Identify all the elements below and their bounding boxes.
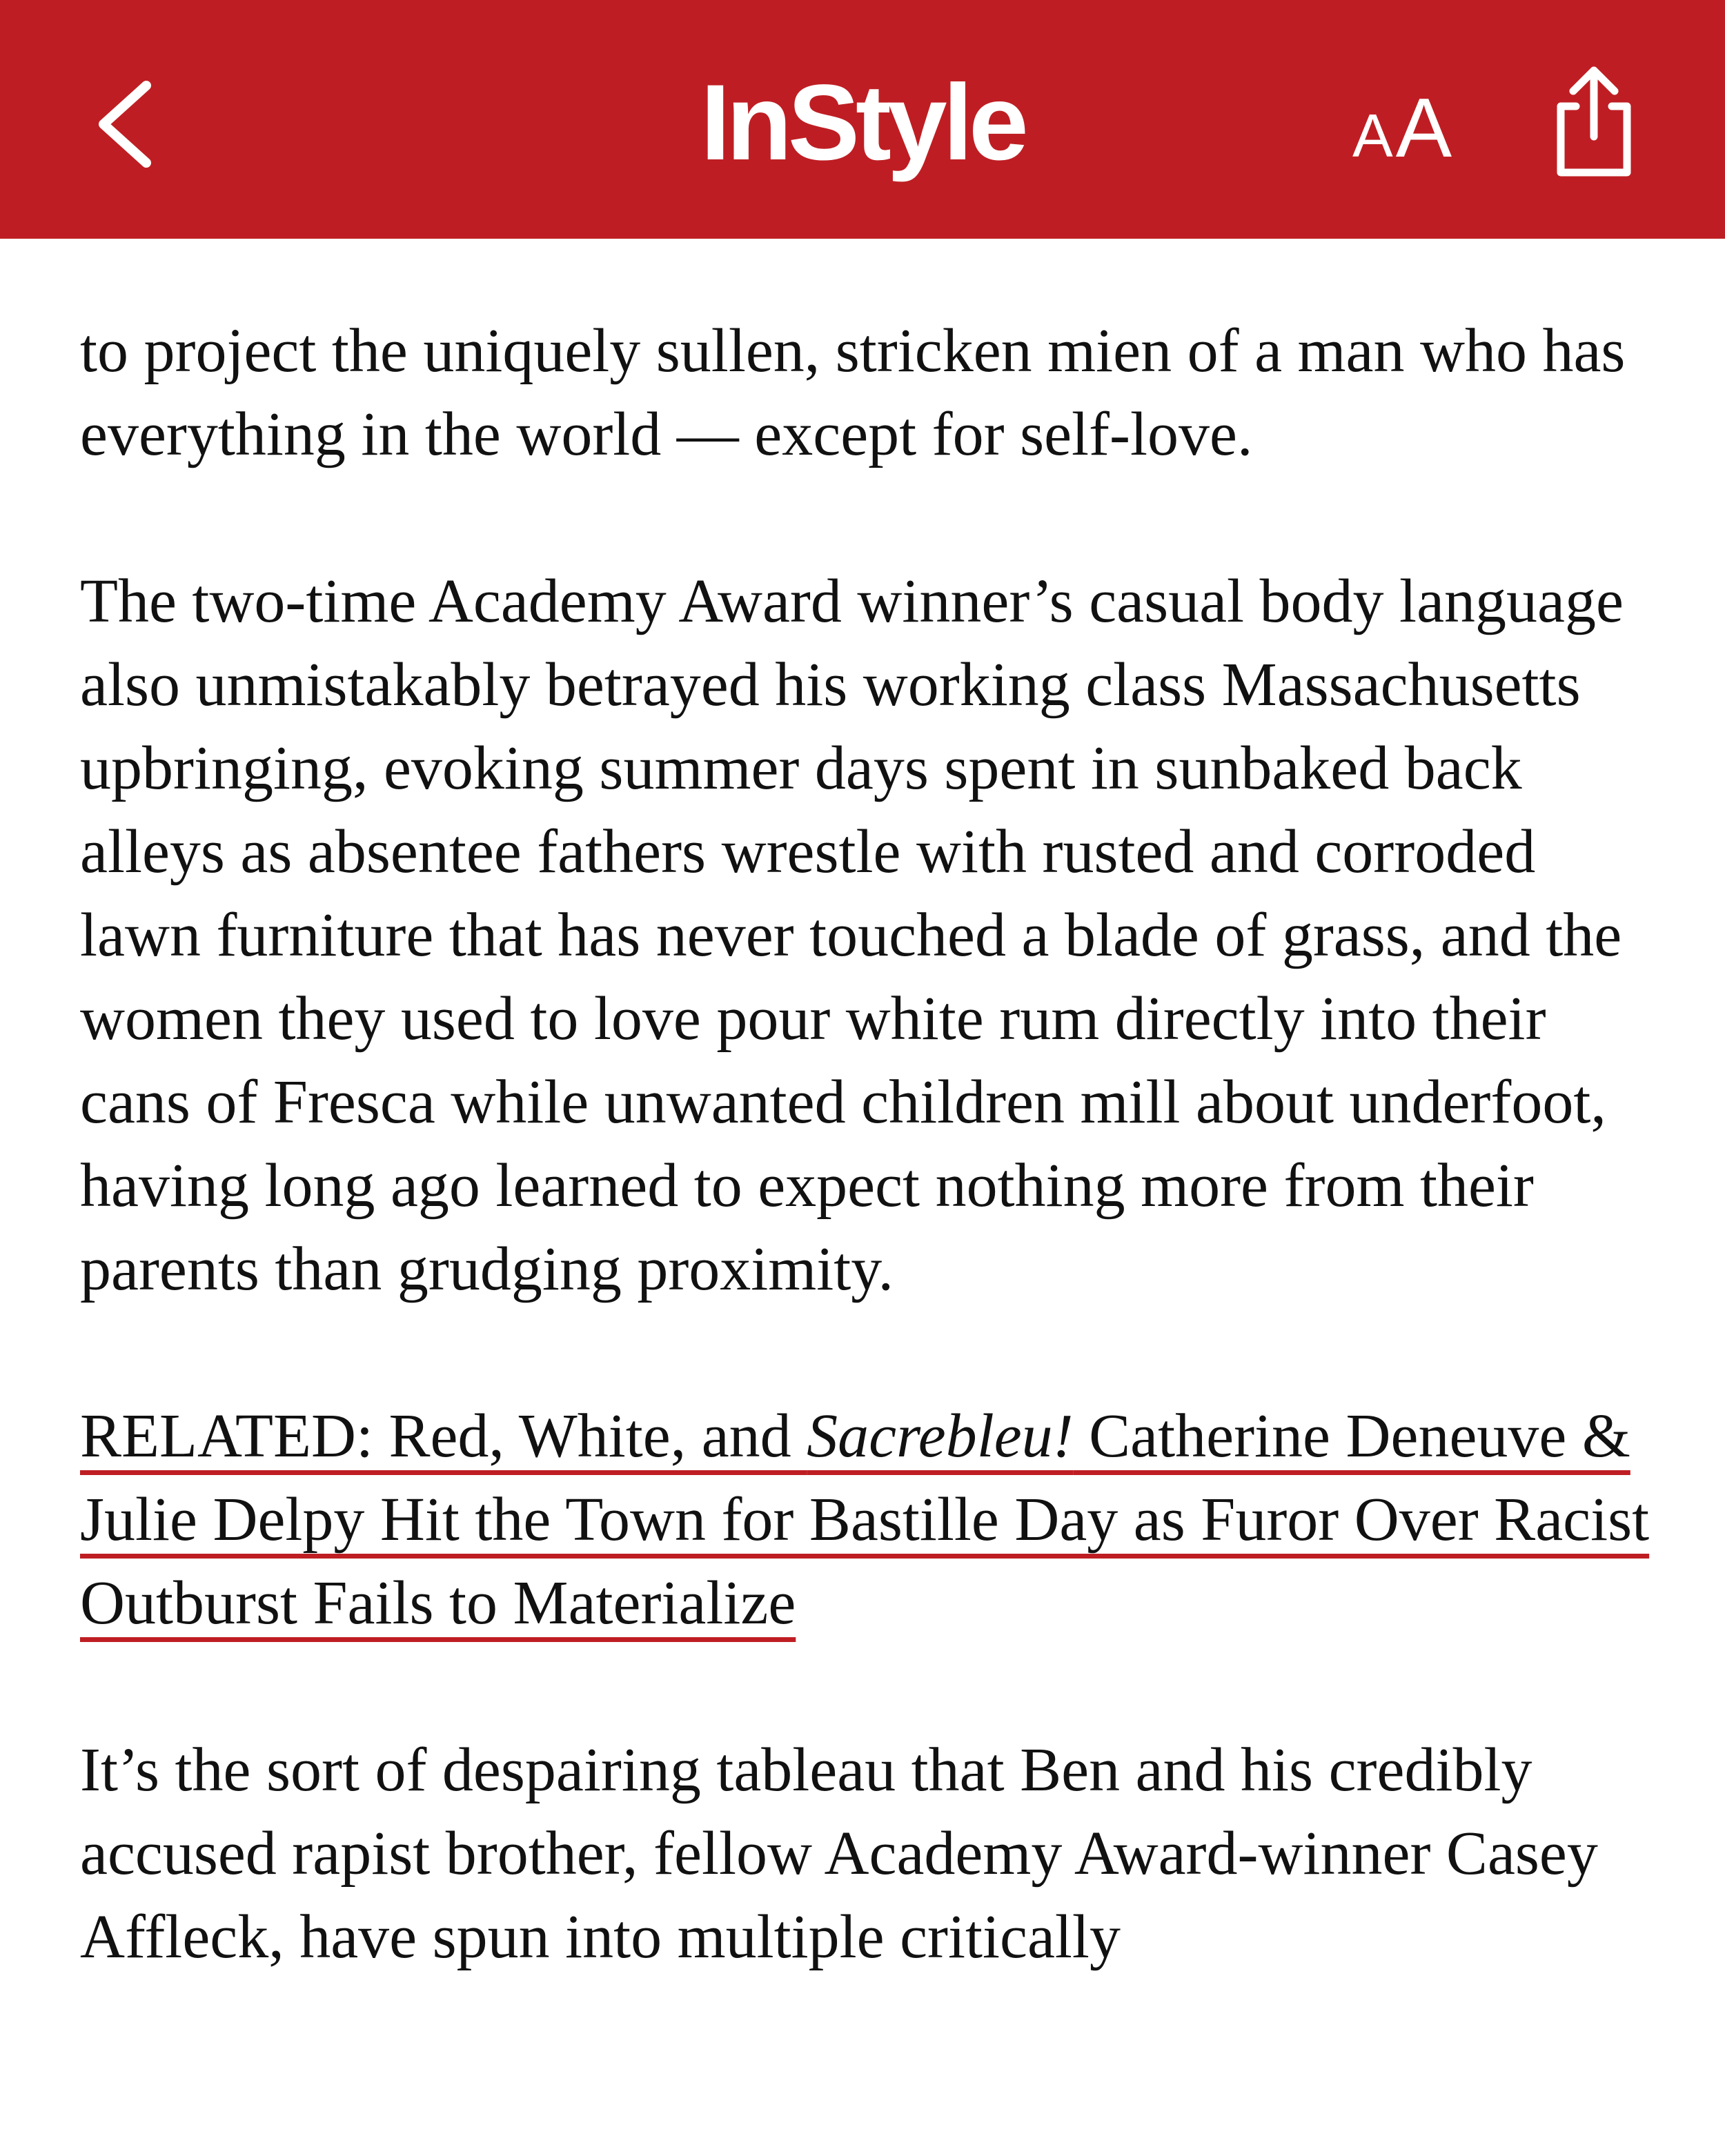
chevron-left-icon[interactable] (83, 76, 166, 172)
article-paragraph: The two-time Academy Award winner’s casual body language also unmistakably betrayed his working class Massachusetts upbringing, evoking summer days spent in sunbaked back alleys as absentee fathers wrestle with rusted and corroded lawn furniture that has never touched a blade of grass, and the women they used to love pour white rum directly into their cans of Fresca while unwanted children mill about underfoot, having long ago learned to expect nothing more from their parents than grudging proximity. (80, 567, 1624, 1303)
related-link-suffix: Catherine Deneuve & Julie Delpy Hit the Town for Bastille Day as Furor Over Racist Outburst Fails to Materialize (80, 1402, 1650, 1637)
share-icon[interactable] (1546, 63, 1642, 181)
text-size-large-letter: A (1395, 81, 1452, 175)
top-navigation-bar (0, 0, 1725, 239)
text-size-button[interactable] (1352, 81, 1477, 175)
text-size-small-letter: A (1352, 101, 1393, 170)
article-paragraph: It’s the sort of despairing tableau that Ben and his credibly accused rapist brother, fellow Academy Award-winner Casey Affleck, have spun into multiple critically (80, 1736, 1598, 1971)
instyle-logo: InStyle (700, 63, 1025, 183)
related-article-paragraph (80, 1394, 1653, 1645)
related-link-prefix: RELATED: Red, White, and (80, 1402, 807, 1470)
related-article-link[interactable] (80, 1402, 1649, 1637)
related-link-italic: Sacrebleu! (807, 1402, 1074, 1470)
article-paragraph: to project the uniquely sullen, stricken mien of a man who has everything in the world — except for self-love. (80, 317, 1626, 468)
article-body (80, 309, 1653, 1979)
